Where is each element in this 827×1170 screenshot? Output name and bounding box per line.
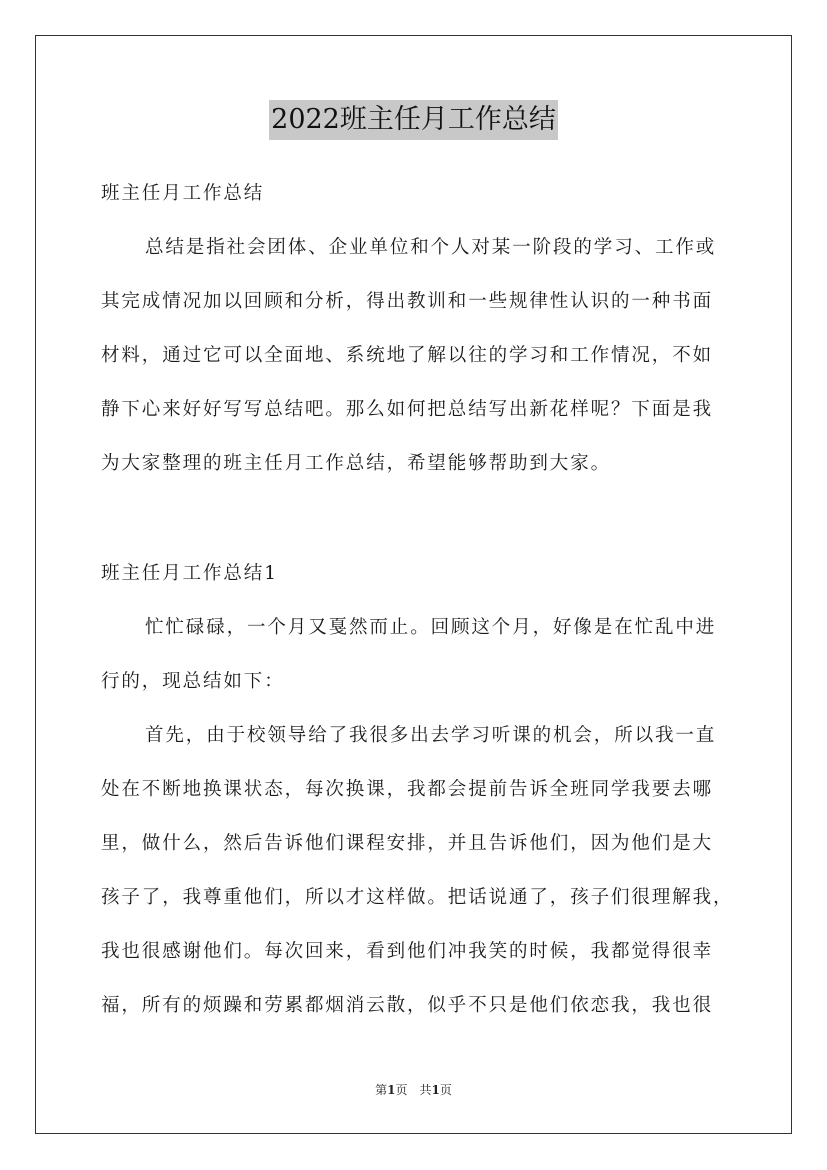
paragraph-line: 首先，由于校领导给了我很多出去学习听课的机会，所以我一直 [145,725,717,746]
page-footer [0,1082,827,1098]
paragraph-line: 行的，现总结如下： [101,671,285,692]
paragraph-line: 静下心来好好写写总结吧。那么如何把总结写出新花样呢？下面是我 [101,399,714,420]
title-container [0,100,827,140]
paragraph-line: 总结是指社会团体、企业单位和个人对某一阶段的学习、工作或 [145,237,717,258]
section-heading: 班主任月工作总结 [101,183,265,204]
paragraph-line: 福，所有的烦躁和劳累都烟消云散，似乎不只是他们依恋我，我也很 [101,995,714,1016]
paragraph-line: 为大家整理的班主任月工作总结，希望能够帮助到大家。 [101,453,612,474]
paragraph-line: 里，做什么，然后告诉他们课程安排，并且告诉他们，因为他们是大 [101,833,714,854]
footer-suffix: 页 [439,1083,452,1097]
section-heading-1: 班主任月工作总结1 [101,563,278,584]
document-title: 2022班主任月工作总结 [269,100,558,140]
paragraph-line: 材料，通过它可以全面地、系统地了解以往的学习和工作情况，不如 [101,345,714,366]
footer-prefix: 第 [375,1083,388,1097]
footer-current-page: 1 [387,1083,396,1097]
footer-mid: 页 共 [395,1083,432,1097]
footer-total-pages: 1 [431,1083,440,1097]
paragraph-line: 孩子了，我尊重他们，所以才这样做。把话说通了，孩子们很理解我， [101,887,734,908]
paragraph-line: 处在不断地换课状态，每次换课，我都会提前告诉全班同学我要去哪 [101,779,714,800]
paragraph-line: 我也很感谢他们。每次回来，看到他们冲我笑的时候，我都觉得很幸 [101,941,714,962]
paragraph-line: 忙忙碌碌，一个月又戛然而止。回顾这个月，好像是在忙乱中进 [145,617,717,638]
paragraph-line: 其完成情况加以回顾和分析，得出教训和一些规律性认识的一种书面 [101,291,714,312]
